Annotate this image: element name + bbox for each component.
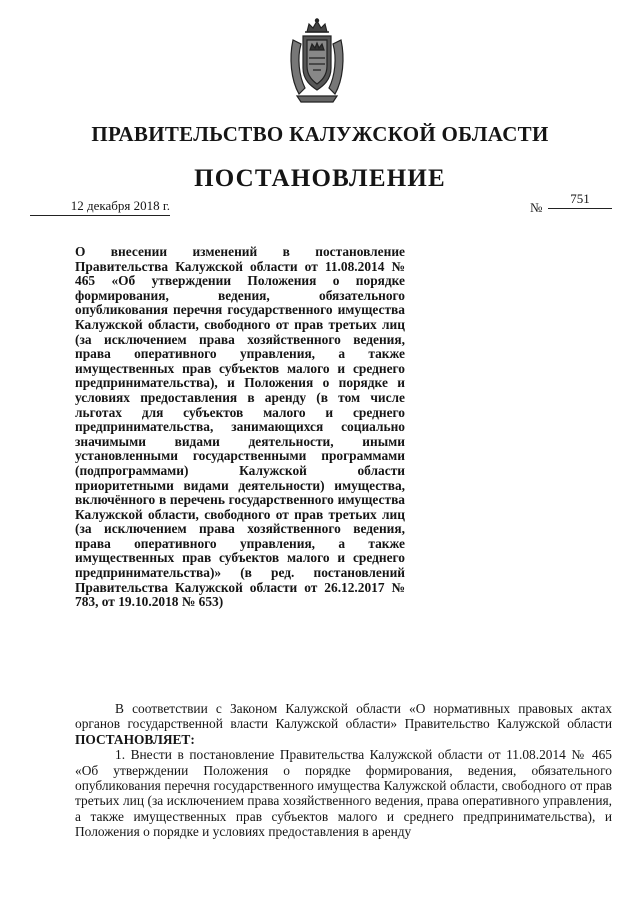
document-type: ПОСТАНОВЛЕНИЕ bbox=[194, 165, 446, 192]
decree-word: ПОСТАНОВЛЯЕТ: bbox=[75, 731, 195, 747]
item-1-paragraph: 1. Внести в постановление Правительства Калужской области от 11.08.2014 № 465 «Об утверждении Положения о порядке формирования, ведения, обязательного опубликования перечня государственного имущества Калужской области, свободного от прав третьих лиц (за исключением права хозяйственного ведения, права оперативного управления, а также имущественных прав субъектов малого и среднего предпринимательства), и Положения о порядке и условиях предоставления в аренду bbox=[75, 747, 612, 840]
number-label: № bbox=[530, 200, 543, 215]
document-date: 12 декабря 2018 г. bbox=[30, 198, 170, 216]
coat-of-arms-icon bbox=[285, 18, 349, 104]
preamble-text: В соответствии с Законом Калужской области «О нормативных правовых актах органов государственной власти Калужской области» Правительство Калужской области bbox=[75, 701, 612, 732]
document-title: О внесении изменений в постановление Правительства Калужской области от 11.08.2014 № 465 «Об утверждении Положения о порядке формирования, ведения, обязательного опубликования перечня государственного имущества Калужской области, свободного от прав третьих лиц (за исключением права хозяйственного ведения, права оперативного управления, а также имущественных прав субъектов малого и среднего предпринимательства), и Положения о порядке и условиях предоставления в аренду (в том числе льготах для субъектов малого и среднего предпринимательства, занимающихся социально значимыми видами деятельности, иными установленными государственными программами (подпрограммами) Калужской области приоритетными видами деятельности) имущества, включённого в перечень государственного имущества Калужской области, свободного от прав третьих лиц (за исключением права хозяйственного ведения, права оперативного управления, а также имущественных прав субъектов малого и среднего предпринимательства)» (в ред. постановлений Правительства Калужской области от 26.12.2017 № 783, от 19.10.2018 № 653) bbox=[75, 244, 405, 610]
document-number: 751 bbox=[548, 191, 612, 209]
organization-title: ПРАВИТЕЛЬСТВО КАЛУЖСКОЙ ОБЛАСТИ bbox=[91, 122, 549, 146]
preamble-paragraph bbox=[75, 701, 612, 747]
document-body bbox=[75, 701, 612, 840]
